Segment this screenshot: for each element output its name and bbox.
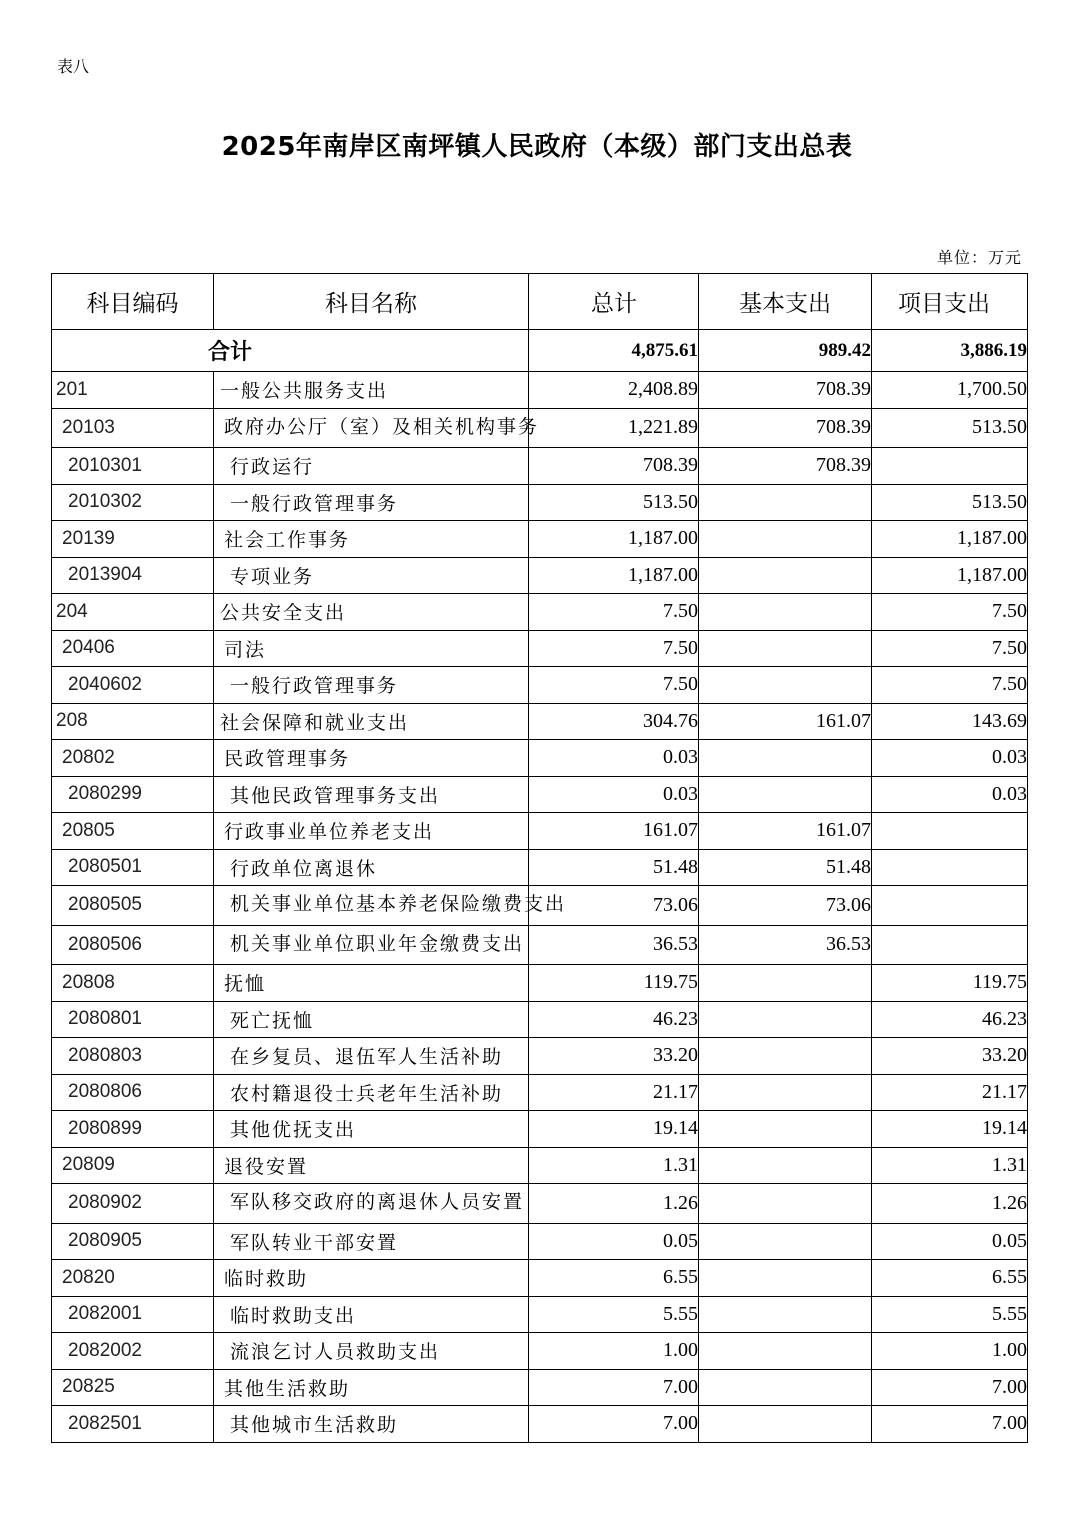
project-cell: 6.55	[872, 1260, 1028, 1297]
code-cell: 20820	[52, 1260, 214, 1297]
name-cell: 抚恤	[214, 965, 529, 1002]
basic-cell: 161.07	[699, 703, 872, 740]
table-row	[52, 1038, 1028, 1075]
project-cell	[872, 925, 1028, 965]
basic-cell	[699, 740, 872, 777]
total-cell: 1,221.89	[529, 408, 699, 448]
table-row	[52, 886, 1028, 926]
expenditure-table	[51, 273, 1028, 1443]
total-cell: 19.14	[529, 1111, 699, 1148]
total-cell: 73.06	[529, 886, 699, 926]
code-cell: 2080506	[52, 925, 214, 965]
total-cell: 21.17	[529, 1074, 699, 1111]
header-basic: 基本支出	[699, 274, 872, 330]
project-cell	[872, 886, 1028, 926]
code-cell: 20103	[52, 408, 214, 448]
project-cell: 513.50	[872, 484, 1028, 521]
summary-project: 3,886.19	[872, 330, 1028, 372]
project-cell: 143.69	[872, 703, 1028, 740]
basic-cell	[699, 1074, 872, 1111]
total-cell: 51.48	[529, 849, 699, 886]
total-cell: 46.23	[529, 1001, 699, 1038]
total-cell: 0.03	[529, 740, 699, 777]
total-cell: 6.55	[529, 1260, 699, 1297]
basic-cell	[699, 1260, 872, 1297]
code-cell: 2082501	[52, 1406, 214, 1443]
project-cell: 1.00	[872, 1333, 1028, 1370]
total-cell: 7.50	[529, 667, 699, 704]
unit-label: 单位：万元	[936, 248, 1022, 267]
table-row	[52, 557, 1028, 594]
name-cell: 临时救助支出	[214, 1296, 529, 1333]
total-cell: 5.55	[529, 1296, 699, 1333]
project-cell: 1,187.00	[872, 521, 1028, 558]
table-row	[52, 1147, 1028, 1184]
table-row	[52, 1406, 1028, 1443]
basic-cell	[699, 667, 872, 704]
basic-cell: 708.39	[699, 448, 872, 485]
basic-cell	[699, 1223, 872, 1260]
project-cell: 7.50	[872, 667, 1028, 704]
total-cell: 304.76	[529, 703, 699, 740]
project-cell: 7.50	[872, 594, 1028, 631]
name-cell: 行政运行	[214, 448, 529, 485]
name-cell: 行政事业单位养老支出	[214, 813, 529, 850]
basic-cell	[699, 965, 872, 1002]
header-total: 总计	[529, 274, 699, 330]
code-cell: 2013904	[52, 557, 214, 594]
table-row	[52, 965, 1028, 1002]
name-cell: 机关事业单位基本养老保险缴费支出	[214, 886, 529, 926]
code-cell: 201	[52, 372, 214, 409]
basic-cell: 51.48	[699, 849, 872, 886]
table-row	[52, 813, 1028, 850]
table-row	[52, 667, 1028, 704]
table-row	[52, 1296, 1028, 1333]
basic-cell: 73.06	[699, 886, 872, 926]
name-cell: 在乡复员、退伍军人生活补助	[214, 1038, 529, 1075]
table-row	[52, 448, 1028, 485]
total-cell: 7.50	[529, 630, 699, 667]
basic-cell	[699, 1001, 872, 1038]
code-cell: 2010302	[52, 484, 214, 521]
project-cell: 513.50	[872, 408, 1028, 448]
project-cell: 1.31	[872, 1147, 1028, 1184]
basic-cell	[699, 1333, 872, 1370]
project-cell: 7.00	[872, 1406, 1028, 1443]
basic-cell	[699, 630, 872, 667]
basic-cell	[699, 594, 872, 631]
table-row	[52, 776, 1028, 813]
basic-cell	[699, 557, 872, 594]
code-cell: 20809	[52, 1147, 214, 1184]
name-cell: 机关事业单位职业年金缴费支出	[214, 925, 529, 965]
code-cell: 20139	[52, 521, 214, 558]
basic-cell	[699, 1296, 872, 1333]
total-cell: 0.03	[529, 776, 699, 813]
code-cell: 20802	[52, 740, 214, 777]
code-cell: 208	[52, 703, 214, 740]
name-cell: 司法	[214, 630, 529, 667]
project-cell: 21.17	[872, 1074, 1028, 1111]
code-cell: 2082001	[52, 1296, 214, 1333]
name-cell: 农村籍退役士兵老年生活补助	[214, 1074, 529, 1111]
project-cell	[872, 813, 1028, 850]
name-cell: 退役安置	[214, 1147, 529, 1184]
code-cell: 2080806	[52, 1074, 214, 1111]
total-cell: 1,187.00	[529, 521, 699, 558]
table-row	[52, 1260, 1028, 1297]
name-cell: 一般行政管理事务	[214, 484, 529, 521]
table-row	[52, 408, 1028, 448]
basic-cell: 161.07	[699, 813, 872, 850]
table-row	[52, 703, 1028, 740]
page-title: 2025年南岸区南坪镇人民政府（本级）部门支出总表	[221, 132, 853, 162]
code-cell: 204	[52, 594, 214, 631]
header-name: 科目名称	[214, 274, 529, 330]
name-cell: 流浪乞讨人员救助支出	[214, 1333, 529, 1370]
code-cell: 2080902	[52, 1184, 214, 1224]
project-cell: 7.50	[872, 630, 1028, 667]
project-cell: 0.03	[872, 740, 1028, 777]
total-cell: 7.50	[529, 594, 699, 631]
total-cell: 0.05	[529, 1223, 699, 1260]
project-cell: 0.03	[872, 776, 1028, 813]
total-cell: 1.31	[529, 1147, 699, 1184]
project-cell: 119.75	[872, 965, 1028, 1002]
code-cell: 2080899	[52, 1111, 214, 1148]
total-cell: 513.50	[529, 484, 699, 521]
table-row	[52, 521, 1028, 558]
project-cell: 1,700.50	[872, 372, 1028, 409]
basic-cell	[699, 1111, 872, 1148]
table-row	[52, 484, 1028, 521]
summary-row	[52, 330, 1028, 372]
name-cell: 公共安全支出	[214, 594, 529, 631]
code-cell: 2080801	[52, 1001, 214, 1038]
basic-cell	[699, 1406, 872, 1443]
name-cell: 社会工作事务	[214, 521, 529, 558]
name-cell: 一般公共服务支出	[214, 372, 529, 409]
name-cell: 其他优抚支出	[214, 1111, 529, 1148]
code-cell: 2080299	[52, 776, 214, 813]
code-cell: 2040602	[52, 667, 214, 704]
header-code: 科目编码	[52, 274, 214, 330]
table-row	[52, 1333, 1028, 1370]
project-cell: 1,187.00	[872, 557, 1028, 594]
table-row	[52, 594, 1028, 631]
code-cell: 20808	[52, 965, 214, 1002]
project-cell: 0.05	[872, 1223, 1028, 1260]
code-cell: 2080505	[52, 886, 214, 926]
total-cell: 2,408.89	[529, 372, 699, 409]
name-cell: 政府办公厅（室）及相关机构事务	[214, 408, 529, 448]
project-cell: 5.55	[872, 1296, 1028, 1333]
code-cell: 2010301	[52, 448, 214, 485]
code-cell: 20406	[52, 630, 214, 667]
basic-cell	[699, 484, 872, 521]
basic-cell	[699, 1038, 872, 1075]
name-cell: 社会保障和就业支出	[214, 703, 529, 740]
table-row	[52, 1223, 1028, 1260]
project-cell	[872, 849, 1028, 886]
total-cell: 161.07	[529, 813, 699, 850]
total-cell: 708.39	[529, 448, 699, 485]
name-cell: 其他民政管理事务支出	[214, 776, 529, 813]
summary-total: 4,875.61	[529, 330, 699, 372]
table-row	[52, 1074, 1028, 1111]
name-cell: 专项业务	[214, 557, 529, 594]
name-cell: 行政单位离退休	[214, 849, 529, 886]
code-cell: 2082002	[52, 1333, 214, 1370]
table-row	[52, 1369, 1028, 1406]
name-cell: 临时救助	[214, 1260, 529, 1297]
total-cell: 1,187.00	[529, 557, 699, 594]
summary-label: 合计	[52, 330, 529, 372]
name-cell: 军队移交政府的离退休人员安置	[214, 1184, 529, 1224]
total-cell: 36.53	[529, 925, 699, 965]
total-cell: 1.00	[529, 1333, 699, 1370]
basic-cell	[699, 1147, 872, 1184]
total-cell: 33.20	[529, 1038, 699, 1075]
table-row	[52, 925, 1028, 965]
name-cell: 军队转业干部安置	[214, 1223, 529, 1260]
code-cell: 20805	[52, 813, 214, 850]
page-label: 表八	[57, 57, 90, 76]
basic-cell: 36.53	[699, 925, 872, 965]
name-cell: 其他城市生活救助	[214, 1406, 529, 1443]
name-cell: 民政管理事务	[214, 740, 529, 777]
project-cell: 7.00	[872, 1369, 1028, 1406]
code-cell: 20825	[52, 1369, 214, 1406]
table-row	[52, 1111, 1028, 1148]
basic-cell: 708.39	[699, 408, 872, 448]
table-row	[52, 630, 1028, 667]
basic-cell	[699, 521, 872, 558]
table-header-row	[52, 274, 1028, 330]
total-cell: 7.00	[529, 1406, 699, 1443]
table-row	[52, 1001, 1028, 1038]
code-cell: 2080803	[52, 1038, 214, 1075]
name-cell: 一般行政管理事务	[214, 667, 529, 704]
code-cell: 2080905	[52, 1223, 214, 1260]
project-cell: 33.20	[872, 1038, 1028, 1075]
name-cell: 死亡抚恤	[214, 1001, 529, 1038]
basic-cell	[699, 1369, 872, 1406]
basic-cell	[699, 1184, 872, 1224]
code-cell: 2080501	[52, 849, 214, 886]
project-cell: 46.23	[872, 1001, 1028, 1038]
project-cell: 1.26	[872, 1184, 1028, 1224]
header-project: 项目支出	[872, 274, 1028, 330]
table-row	[52, 372, 1028, 409]
project-cell	[872, 448, 1028, 485]
project-cell: 19.14	[872, 1111, 1028, 1148]
table-row	[52, 1184, 1028, 1224]
total-cell: 7.00	[529, 1369, 699, 1406]
basic-cell	[699, 776, 872, 813]
summary-basic: 989.42	[699, 330, 872, 372]
basic-cell: 708.39	[699, 372, 872, 409]
total-cell: 1.26	[529, 1184, 699, 1224]
table-row	[52, 849, 1028, 886]
total-cell: 119.75	[529, 965, 699, 1002]
name-cell: 其他生活救助	[214, 1369, 529, 1406]
table-row	[52, 740, 1028, 777]
